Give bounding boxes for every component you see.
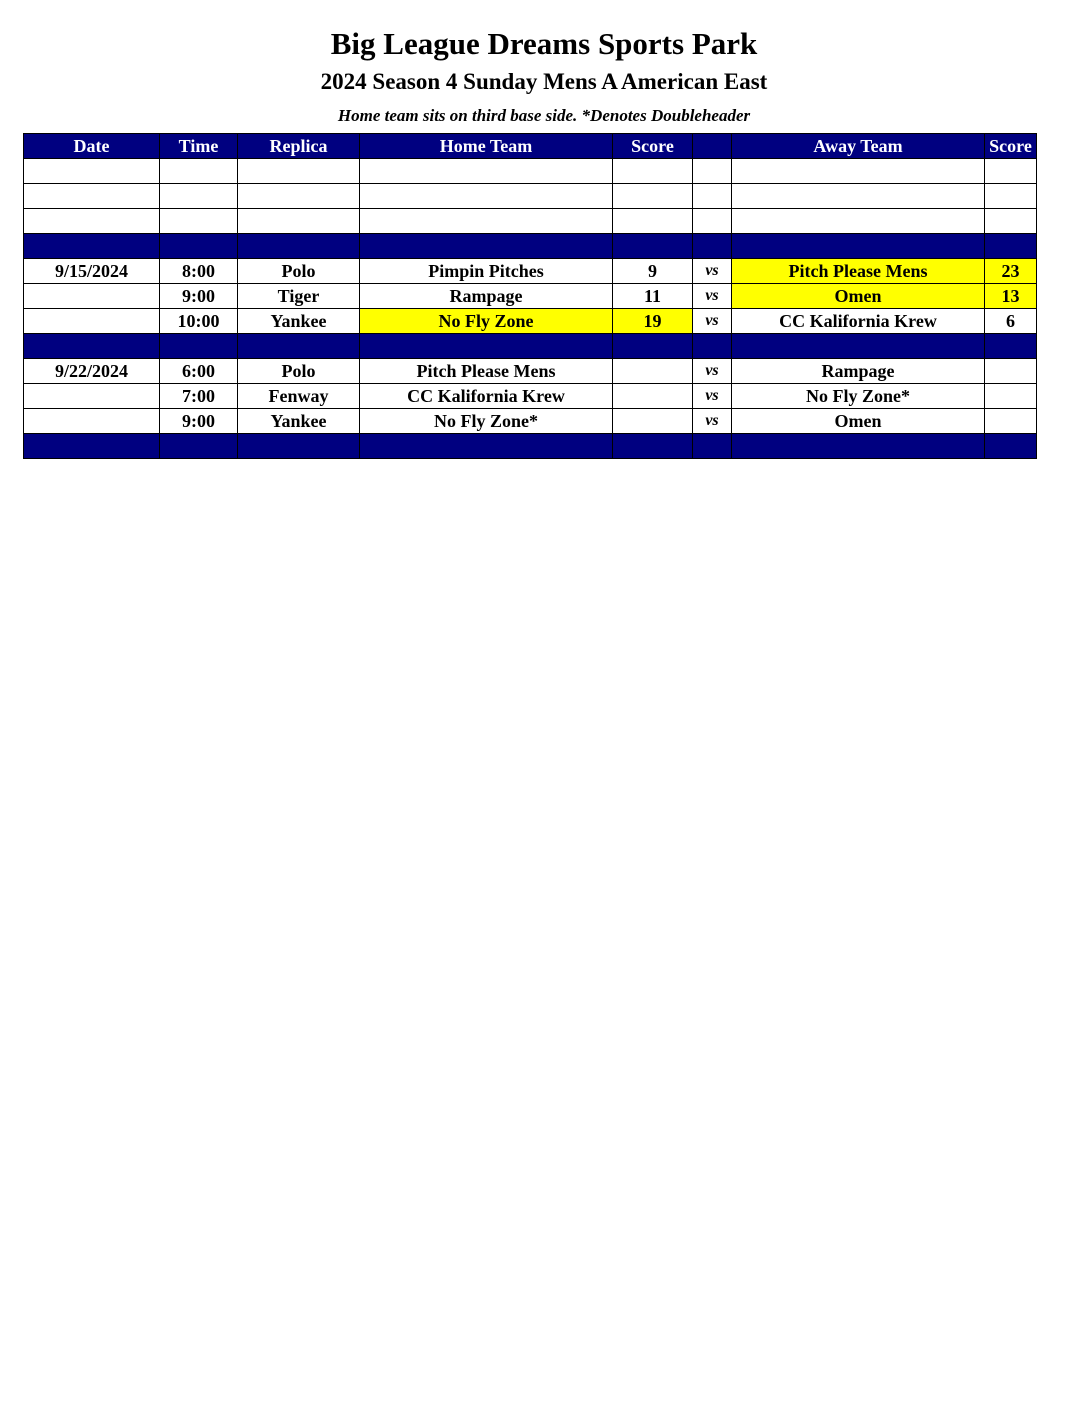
separator-cell: [160, 334, 238, 359]
home-team-cell: CC Kalifornia Krew: [360, 384, 613, 409]
empty-cell: [24, 184, 160, 209]
replica-cell: Polo: [238, 359, 360, 384]
empty-cell: [160, 209, 238, 234]
home-score-cell: [613, 359, 693, 384]
column-header-home-team: Home Team: [360, 134, 613, 159]
game-row: [24, 259, 1037, 284]
date-cell: [24, 284, 160, 309]
separator-cell: [238, 234, 360, 259]
separator-cell: [693, 234, 732, 259]
empty-cell: [238, 184, 360, 209]
time-cell: 6:00: [160, 359, 238, 384]
empty-cell: [24, 159, 160, 184]
separator-cell: [985, 334, 1037, 359]
separator-cell: [613, 334, 693, 359]
blank-row: [24, 184, 1037, 209]
game-row: [24, 409, 1037, 434]
game-row: [24, 284, 1037, 309]
separator-cell: [360, 434, 613, 459]
empty-cell: [613, 159, 693, 184]
away-team-cell: Omen: [732, 409, 985, 434]
away-team-cell: CC Kalifornia Krew: [732, 309, 985, 334]
empty-cell: [360, 209, 613, 234]
home-team-cell: No Fly Zone: [360, 309, 613, 334]
separator-cell: [238, 334, 360, 359]
separator-cell: [985, 434, 1037, 459]
page-title: Big League Dreams Sports Park: [330, 26, 758, 61]
empty-cell: [732, 159, 985, 184]
separator-cell: [360, 334, 613, 359]
date-cell: 9/22/2024: [24, 359, 160, 384]
replica-cell: Tiger: [238, 284, 360, 309]
replica-cell: Yankee: [238, 409, 360, 434]
separator-cell: [160, 434, 238, 459]
separator-cell: [613, 434, 693, 459]
empty-cell: [238, 209, 360, 234]
time-cell: 9:00: [160, 409, 238, 434]
separator-cell: [24, 234, 160, 259]
empty-cell: [613, 184, 693, 209]
empty-cell: [732, 209, 985, 234]
empty-cell: [613, 209, 693, 234]
separator-cell: [732, 334, 985, 359]
vs-label: vs: [693, 409, 732, 434]
home-team-cell: Pitch Please Mens: [360, 359, 613, 384]
schedule-table: [23, 133, 1037, 459]
separator-cell: [985, 234, 1037, 259]
column-header-vs: [693, 134, 732, 159]
away-team-cell: Omen: [732, 284, 985, 309]
column-header-home-score: Score: [613, 134, 693, 159]
header-row: [24, 134, 1037, 159]
separator-cell: [732, 434, 985, 459]
separator-cell: [613, 234, 693, 259]
away-score-cell: [985, 409, 1037, 434]
blank-row: [24, 159, 1037, 184]
separator-cell: [238, 434, 360, 459]
separator-row: [24, 434, 1037, 459]
home-team-cell: Rampage: [360, 284, 613, 309]
separator-row: [24, 334, 1037, 359]
blank-row: [24, 209, 1037, 234]
replica-cell: Polo: [238, 259, 360, 284]
separator-cell: [24, 434, 160, 459]
season-subtitle: 2024 Season 4 Sunday Mens A American East: [320, 69, 768, 94]
empty-cell: [360, 159, 613, 184]
column-header-time: Time: [160, 134, 238, 159]
date-cell: [24, 309, 160, 334]
home-score-cell: [613, 384, 693, 409]
column-header-away-team: Away Team: [732, 134, 985, 159]
date-cell: [24, 384, 160, 409]
home-team-cell: No Fly Zone*: [360, 409, 613, 434]
separator-cell: [160, 234, 238, 259]
game-row: [24, 384, 1037, 409]
home-score-cell: 19: [613, 309, 693, 334]
away-team-cell: Pitch Please Mens: [732, 259, 985, 284]
empty-cell: [360, 184, 613, 209]
time-cell: 8:00: [160, 259, 238, 284]
away-score-cell: 13: [985, 284, 1037, 309]
vs-label: vs: [693, 309, 732, 334]
empty-cell: [693, 159, 732, 184]
empty-cell: [985, 159, 1037, 184]
column-header-away-score: Score: [985, 134, 1037, 159]
home-score-cell: 9: [613, 259, 693, 284]
empty-cell: [238, 159, 360, 184]
away-score-cell: 6: [985, 309, 1037, 334]
vs-label: vs: [693, 284, 732, 309]
empty-cell: [985, 209, 1037, 234]
time-cell: 9:00: [160, 284, 238, 309]
schedule-body: [24, 159, 1037, 459]
empty-cell: [160, 184, 238, 209]
separator-cell: [24, 334, 160, 359]
empty-cell: [160, 159, 238, 184]
away-score-cell: 23: [985, 259, 1037, 284]
separator-cell: [732, 234, 985, 259]
column-header-date: Date: [24, 134, 160, 159]
separator-cell: [693, 334, 732, 359]
separator-cell: [360, 234, 613, 259]
empty-cell: [693, 184, 732, 209]
time-cell: 10:00: [160, 309, 238, 334]
doubleheader-note: Home team sits on third base side. *Denotes Doubleheader: [337, 106, 751, 125]
date-cell: 9/15/2024: [24, 259, 160, 284]
home-team-cell: Pimpin Pitches: [360, 259, 613, 284]
vs-label: vs: [693, 259, 732, 284]
empty-cell: [24, 209, 160, 234]
empty-cell: [985, 184, 1037, 209]
away-team-cell: No Fly Zone*: [732, 384, 985, 409]
vs-label: vs: [693, 384, 732, 409]
replica-cell: Fenway: [238, 384, 360, 409]
game-row: [24, 359, 1037, 384]
empty-cell: [693, 209, 732, 234]
away-score-cell: [985, 384, 1037, 409]
empty-cell: [732, 184, 985, 209]
separator-row: [24, 234, 1037, 259]
home-score-cell: [613, 409, 693, 434]
time-cell: 7:00: [160, 384, 238, 409]
away-team-cell: Rampage: [732, 359, 985, 384]
column-header-replica: Replica: [238, 134, 360, 159]
separator-cell: [693, 434, 732, 459]
home-score-cell: 11: [613, 284, 693, 309]
vs-label: vs: [693, 359, 732, 384]
replica-cell: Yankee: [238, 309, 360, 334]
date-cell: [24, 409, 160, 434]
away-score-cell: [985, 359, 1037, 384]
game-row: [24, 309, 1037, 334]
